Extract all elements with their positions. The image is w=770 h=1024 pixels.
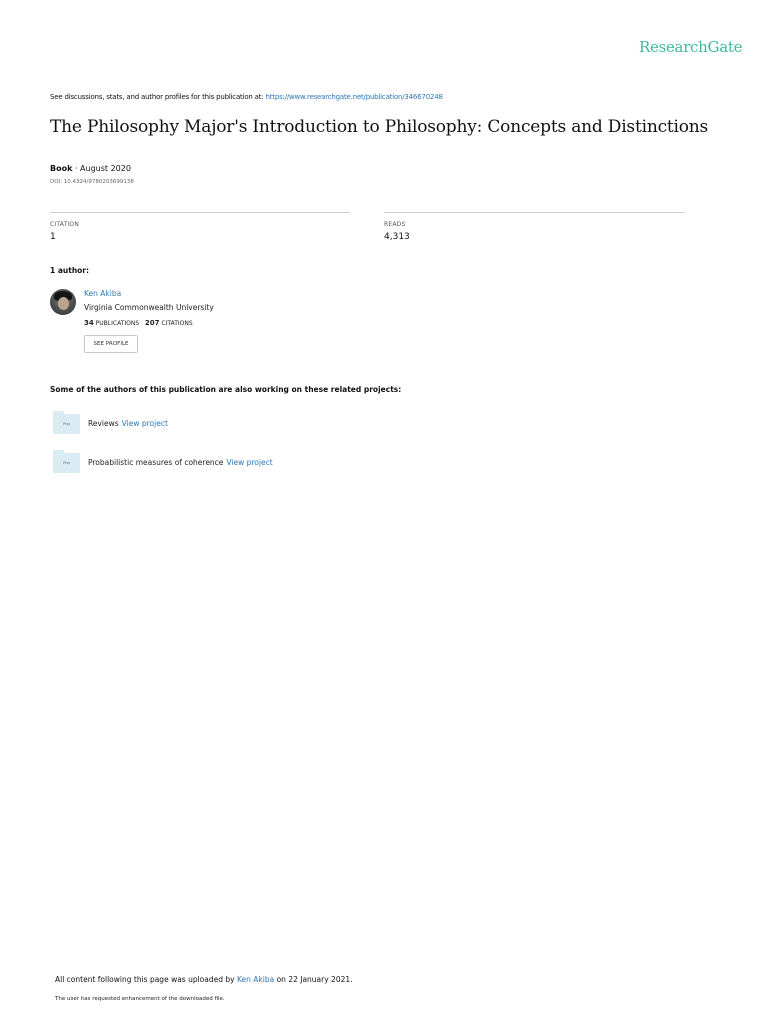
upload-prefix: All content following this page was uploaded by xyxy=(55,975,237,984)
enhancement-note: The user has requested enhancement of the downloaded file. xyxy=(55,996,225,1002)
reads-divider xyxy=(384,212,685,213)
project-item xyxy=(88,458,273,467)
related-projects-heading: Some of the authors of this publication are also working on these related projects: xyxy=(50,385,402,394)
publication-doi: DOI: 10.4324/9780203699138 xyxy=(50,179,134,185)
reads-value: 4,313 xyxy=(384,232,410,242)
view-project-link[interactable]: View project xyxy=(226,458,273,467)
publication-date: · August 2020 xyxy=(72,164,131,173)
publication-meta xyxy=(50,164,131,173)
reads-label: READS xyxy=(384,221,406,228)
folder-tab xyxy=(53,450,64,454)
project-name: Probabilistic measures of coherence xyxy=(88,458,224,467)
authors-heading: 1 author: xyxy=(50,266,90,275)
author-citations-count: 207 xyxy=(144,319,160,327)
avatar-face xyxy=(58,297,69,310)
upload-suffix: on 22 January 2021. xyxy=(274,975,353,984)
author-affiliation: Virginia Commonwealth University xyxy=(84,303,214,312)
folder-label: Proj xyxy=(63,461,70,465)
publication-url-link[interactable]: https://www.researchgate.net/publication/346670248 xyxy=(265,93,443,101)
author-citations-label: CITATIONS xyxy=(159,320,193,327)
author-name-link[interactable]: Ken Akiba xyxy=(84,289,122,298)
project-folder-icon xyxy=(53,453,80,473)
see-profile-button[interactable]: SEE PROFILE xyxy=(84,335,138,353)
author-avatar[interactable] xyxy=(50,289,76,315)
publication-title: The Philosophy Major's Introduction to Philosophy: Concepts and Distinctions xyxy=(50,117,709,137)
folder-label: Proj xyxy=(63,422,70,426)
author-publications-count: 34 xyxy=(84,319,94,327)
author-stats xyxy=(84,319,193,327)
project-item xyxy=(88,419,168,428)
citation-divider xyxy=(50,212,350,213)
discussion-prefix: See discussions, stats, and author profiles for this publication at: xyxy=(50,93,266,101)
folder-tab xyxy=(53,411,64,415)
publication-type: Book xyxy=(50,164,73,173)
upload-note xyxy=(55,975,353,984)
uploader-link[interactable]: Ken Akiba xyxy=(236,975,275,984)
researchgate-logo[interactable]: ResearchGate xyxy=(639,38,743,56)
project-name: Reviews xyxy=(88,419,119,428)
author-publications-label: PUBLICATIONS xyxy=(93,320,140,327)
citation-label: CITATION xyxy=(50,221,80,228)
view-project-link[interactable]: View project xyxy=(121,419,168,428)
citation-value: 1 xyxy=(50,232,56,242)
project-folder-icon xyxy=(53,414,80,434)
discussion-line xyxy=(50,93,443,101)
